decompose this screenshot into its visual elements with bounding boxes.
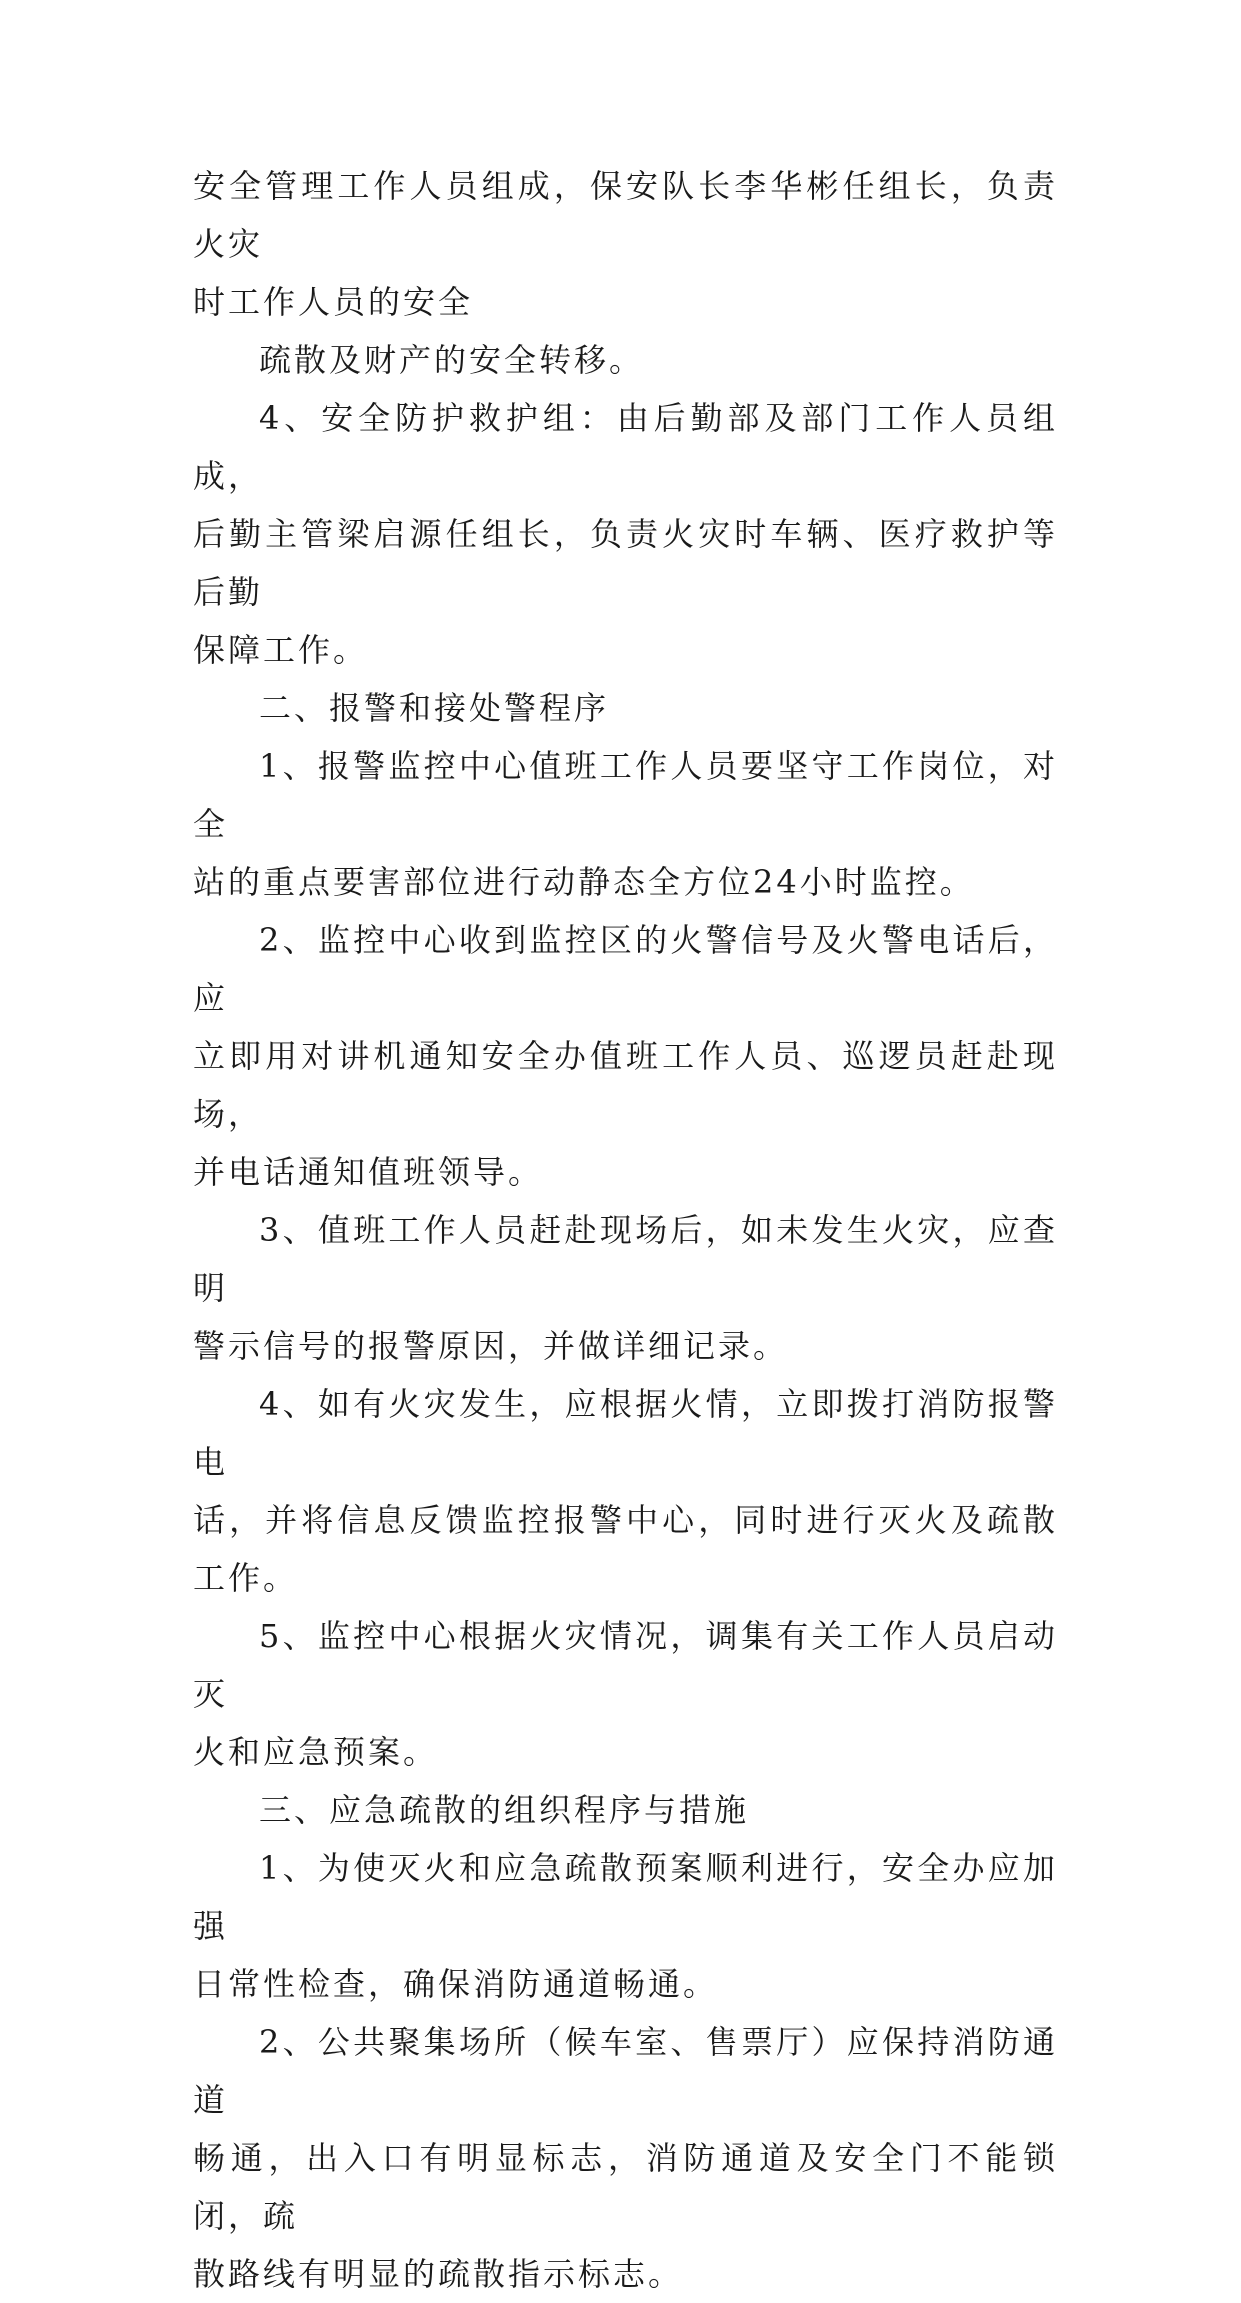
paragraph (193, 1607, 1058, 1781)
text-line: 日常性检查，确保消防通道畅通。 (193, 1965, 719, 2003)
paragraph (193, 389, 1058, 679)
text-line: 火和应急预案。 (193, 1733, 439, 1771)
text-line: 4、安全防护救护组：由后勤部及部门工作人员组成， (193, 399, 1058, 495)
paragraph (193, 1201, 1058, 1375)
text-line: 安全管理工作人员组成，保安队长李华彬任组长，负责火灾 (193, 167, 1058, 263)
text-line: 疏散及财产的安全转移。 (259, 341, 645, 379)
text-line: 二、报警和接处警程序 (259, 689, 610, 727)
text-line: 三、应急疏散的组织程序与措施 (259, 1791, 750, 1829)
text-line: 并电话通知值班领导。 (193, 1153, 544, 1191)
text-line: 散路线有明显的疏散指示标志。 (193, 2255, 684, 2293)
text-line: 1、为使灭火和应急疏散预案顺利进行，安全办应加强 (193, 1849, 1058, 1945)
paragraph (193, 1839, 1058, 2013)
paragraph (193, 2013, 1058, 2303)
text-line: 3、值班工作人员赶赴现场后，如未发生火灾，应查明 (193, 1211, 1058, 1307)
document-body (193, 157, 1058, 2303)
text-line: 保障工作。 (193, 631, 369, 669)
text-line: 后勤主管梁启源任组长，负责火灾时车辆、医疗救护等后勤 (193, 515, 1058, 611)
paragraph (193, 737, 1058, 911)
section-heading (193, 1781, 1058, 1839)
text-line: 4、如有火灾发生，应根据火情，立即拨打消防报警电 (193, 1385, 1058, 1481)
text-line: 时工作人员的安全 (193, 283, 474, 321)
section-heading (193, 679, 1058, 737)
text-line: 2、监控中心收到监控区的火警信号及火警电话后，应 (193, 921, 1058, 1017)
text-line: 立即用对讲机通知安全办值班工作人员、巡逻员赶赴现场， (193, 1037, 1058, 1133)
text-line: 话，并将信息反馈监控报警中心，同时进行灭火及疏散工作。 (193, 1501, 1058, 1597)
paragraph (193, 1375, 1058, 1607)
text-line: 2、公共聚集场所（候车室、售票厅）应保持消防通道 (193, 2023, 1058, 2119)
text-line: 警示信号的报警原因，并做详细记录。 (193, 1327, 789, 1365)
paragraph (193, 331, 1058, 389)
text-line: 1、报警监控中心值班工作人员要坚守工作岗位，对全 (193, 747, 1058, 843)
paragraph (193, 911, 1058, 1201)
text-line: 畅通，出入口有明显标志，消防通道及安全门不能锁闭，疏 (193, 2139, 1058, 2235)
text-line: 5、监控中心根据火灾情况，调集有关工作人员启动灭 (193, 1617, 1058, 1713)
text-line: 站的重点要害部位进行动静态全方位24小时监控。 (193, 863, 975, 901)
paragraph (193, 157, 1058, 331)
